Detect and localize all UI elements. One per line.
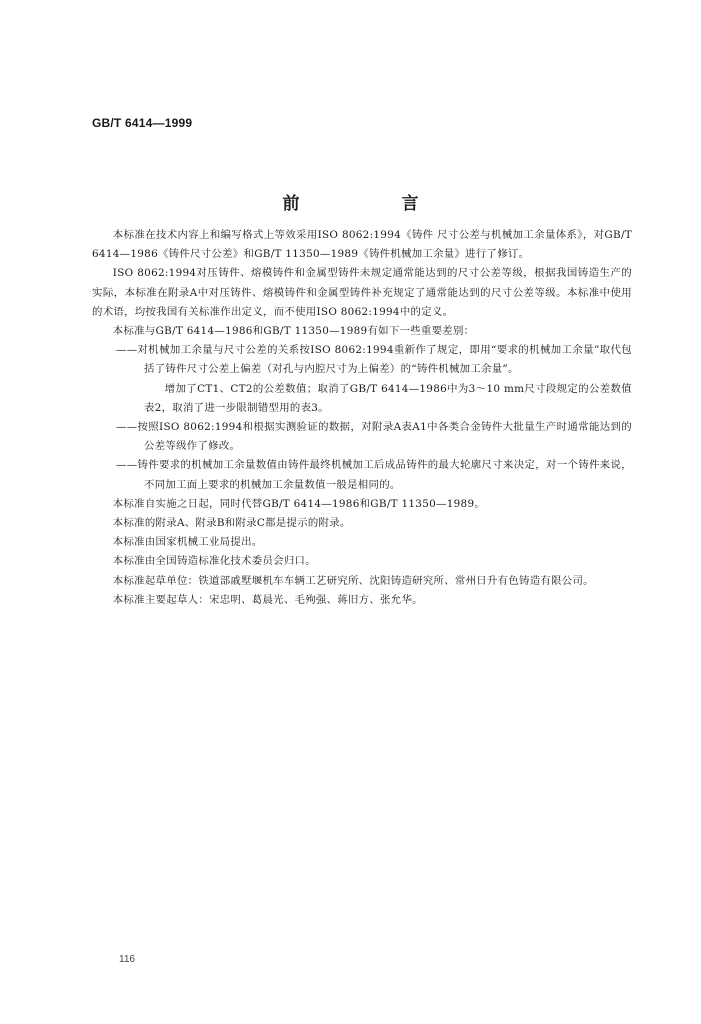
difference-item: ——按照ISO 8062:1994和根据实测验证的数据，对附录A表A1中各类合金铸件大批量生产时通常能达到的公差等级作了修改。 bbox=[116, 421, 632, 453]
paragraph: 本标准的附录A、附录B和附录C都是提示的附录。 bbox=[112, 517, 351, 530]
difference-subitem: 增加了CT1、CT2的公差数值；取消了GB/T 6414—1986中为3～10 mm尺寸段规定的公差数值表2，取消了进一步限制错型用的表3。 bbox=[144, 382, 632, 414]
standard-code: GB/T 6414—1999 bbox=[92, 116, 193, 130]
difference-item: ——铸件要求的机械加工余量数值由铸件最终机械加工后成品铸件的最大轮廓尺寸来决定，对一个铸件来说，不同加工面上要求的机械加工余量数值一般是相同的。 bbox=[116, 459, 632, 491]
paragraph: 本标准与GB/T 6414—1986和GB/T 11350—1989有如下一些重要差别： bbox=[112, 325, 475, 338]
difference-item: ——对机械加工余量与尺寸公差的关系按ISO 8062:1994重新作了规定，即用“要求的机械加工余量”取代包括了铸件尺寸公差上偏差（对孔与内腔尺寸为上偏差）的“铸件机械加工余量”。 bbox=[116, 344, 632, 376]
paragraph: 本标准主要起草人：宋忠明、葛晨光、毛殉强、蒋旧方、张允华。 bbox=[112, 593, 423, 606]
paragraph: 本标准在技术内容上和编写格式上等效采用ISO 8062:1994《铸件 尺寸公差与机械加工余量体系》，对GB/T 6414—1986《铸件尺寸公差》和GB/T 11350—1989《铸件机械加工余量》进行了修订。 bbox=[92, 229, 632, 261]
page-title: 前 言 bbox=[282, 194, 467, 214]
paragraph: 本标准起草单位：铁道部戚墅堰机车车辆工艺研究所、沈阳铸造研究所、常州日升有色铸造有限公司。 bbox=[112, 574, 594, 587]
foreword-body bbox=[92, 226, 632, 610]
paragraph: 本标准由国家机械工业局提出。 bbox=[112, 536, 263, 549]
paragraph: 本标准由全国铸造标准化技术委员会归口。 bbox=[112, 555, 316, 568]
page-number: 116 bbox=[119, 954, 135, 965]
paragraph: ISO 8062:1994对压铸件、熔模铸件和金属型铸件未规定通常能达到的尺寸公差等级，根据我国铸造生产的实际，本标准在附录A中对压铸件、熔模铸件和金属型铸件补充规定了通常能达到的尺寸公差等级。本标准中使用的术语，均按我国有关标准作出定义，而不使用ISO 8062:1994中的定义。 bbox=[92, 267, 632, 318]
paragraph: 本标准自实施之日起，同时代替GB/T 6414—1986和GB/T 11350—1989。 bbox=[112, 497, 486, 510]
